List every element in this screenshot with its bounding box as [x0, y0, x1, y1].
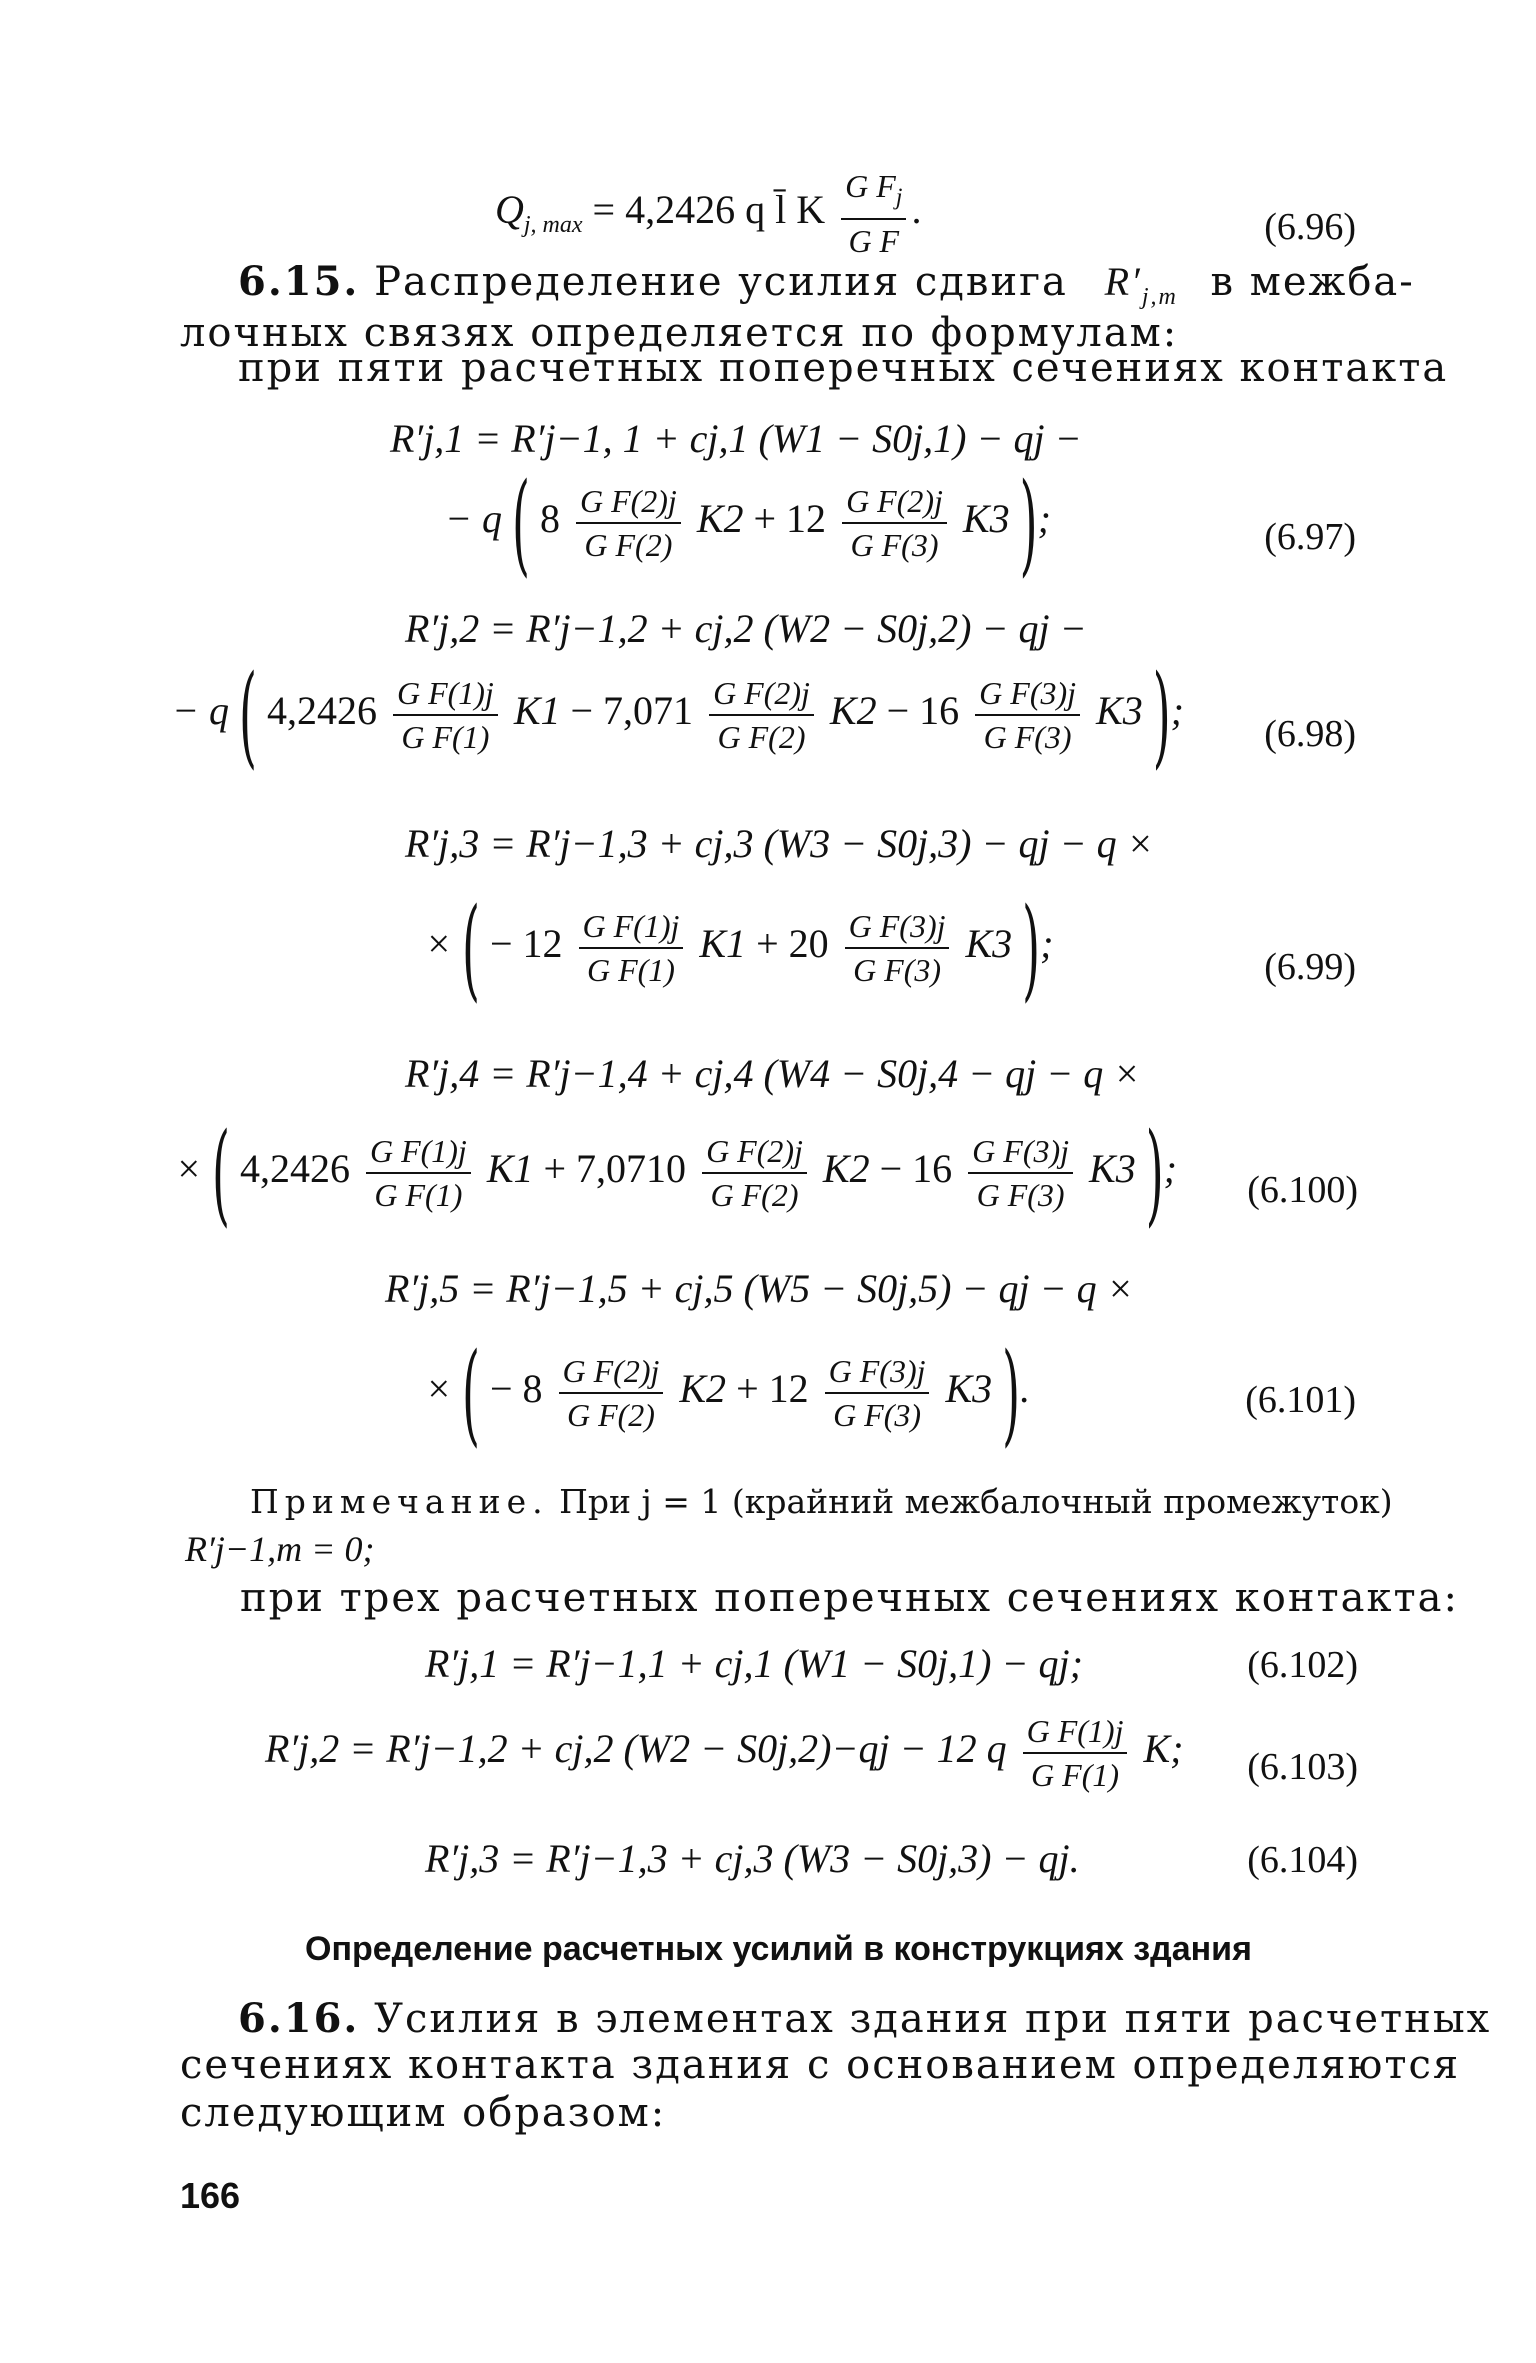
section-heading: Определение расчетных усилий в конструкциях здания	[305, 1930, 1252, 1968]
page-number: 166	[180, 2175, 241, 2216]
equation-6-104: R′j,3 = R′j−1,3 + cj,3 (W3 − S0j,3) − qj.	[425, 1836, 1080, 1881]
equation-6-99-line2: × ( − 12 $\frac{\text{G F(1)j}}{\text{G F(1)}}$ K1 + 20 $\frac{\text{G F(3)j}}{\text{G F(3)}}$ K3 );	[425, 883, 1054, 1013]
equation-number: (6.99)	[1264, 946, 1356, 988]
equation-6-102: R′j,1 = R′j−1,1 + cj,1 (W1 − S0j,1) − qj;	[425, 1641, 1083, 1686]
equation-6-100-line2: × ( 4,2426 $\frac{\text{G F(1)j}}{\text{G F(1)}}$ K1 + 7,0710 $\frac{\text{G F(2)j}}{\text{G F(2)}}$ K2 − 16 $\frac{\text{G F(3)j}}{\text{G F(3)}}$ K3 );	[175, 1108, 1177, 1238]
equation-6-96: $Q_{j, max} = 4,2426$ q l̄ K $\frac{G F_j}{\text{G F}}$ .	[495, 165, 922, 262]
equation-6-97-line1: R′j,1 = R′j−1, 1 + cj,1 (W1 − S0j,1) − qj −	[390, 416, 1082, 461]
equation-number: (6.100)	[1247, 1169, 1358, 1211]
paragraph-6-16-line3: следующим образом:	[180, 2090, 667, 2136]
paragraph-6-15-line1: 6.15. Распределение усилия сдвига $R'_{j,m}$ в межба-	[238, 258, 1415, 310]
three-sections-text: при трех расчетных поперечных сечениях контакта:	[240, 1575, 1459, 1621]
equation-6-98-line2: − q ( 4,2426 $\frac{\text{G F(1)j}}{\text{G F(1)}}$ K1 − 7,071 $\frac{\text{G F(2)j}}{\text{G F(2)}}$ K2 − 16 $\frac{\text{G F(3)j}}{\text{G F(3)}}$ K3 );	[172, 650, 1184, 780]
note-line2: R′j−1,m = 0;	[185, 1529, 375, 1569]
equation-number: (6.98)	[1264, 713, 1356, 755]
equation-number: (6.102)	[1247, 1644, 1358, 1686]
equation-6-103: R′j,2 = R′j−1,2 + cj,2 (W2 − S0j,2)−qj − 12 q $\frac{\text{G F(1)j}}{\text{G F(1)}}$ K;	[265, 1710, 1183, 1796]
equation-number: (6.96)	[1264, 206, 1356, 248]
paragraph-6-16-line1: 6.16. Усилия в элементах здания при пяти расчетных	[238, 1995, 1492, 2042]
equation-6-100-line1: R′j,4 = R′j−1,4 + cj,4 (W4 − S0j,4 − qj − q ×	[405, 1051, 1141, 1096]
paragraph-6-16-line2: сечениях контакта здания с основанием определяются	[180, 2042, 1461, 2088]
equation-number: (6.103)	[1247, 1746, 1358, 1788]
equation-6-99-line1: R′j,3 = R′j−1,3 + cj,3 (W3 − S0j,3) − qj − q ×	[405, 821, 1154, 866]
equation-number: (6.104)	[1247, 1839, 1358, 1881]
equation-6-101-line1: R′j,5 = R′j−1,5 + cj,5 (W5 − S0j,5) − qj − q ×	[385, 1266, 1134, 1311]
equation-number: (6.101)	[1245, 1379, 1356, 1421]
equation-6-97-line2: − q ( 8 $\frac{\text{G F(2)j}}{\text{G F(2)}}$ K2 + 12 $\frac{\text{G F(2)j}}{\text{G F(3)}}$ K3 );	[445, 458, 1051, 588]
equation-6-101-line2: × ( − 8 $\frac{\text{G F(2)j}}{\text{G F(2)}}$ K2 + 12 $\frac{\text{G F(3)j}}{\text{G F(3)}}$ K3 ).	[425, 1328, 1031, 1458]
equation-number: (6.97)	[1264, 516, 1356, 558]
note-line1: Примечание. При j = 1 (крайний межбалочный промежуток)	[250, 1482, 1393, 1521]
equation-6-98-line1: R′j,2 = R′j−1,2 + cj,2 (W2 − S0j,2) − qj −	[405, 606, 1087, 651]
paragraph-6-15-line2: лочных связях определяется по формулам:	[180, 310, 1179, 356]
paragraph-6-15-line3: при пяти расчетных поперечных сечениях контакта	[238, 345, 1449, 391]
